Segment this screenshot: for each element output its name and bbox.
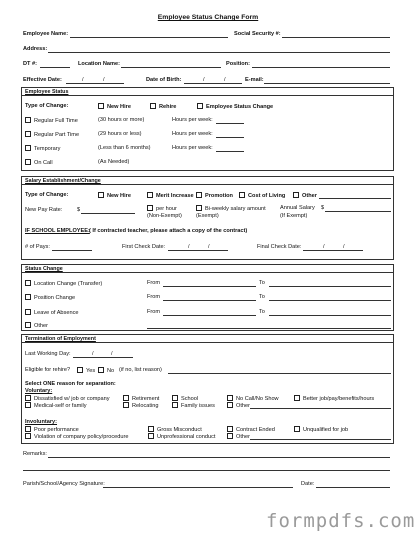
es-row-oncall[interactable]: On Call bbox=[25, 159, 53, 166]
salary-section: Salary Establishment/Change Type of Change: New Hire Merit Increase Promotion Cost of Living Other New Pay Rate: $ per hour (Non-Exempt) Bi-weekly salary amount (Exempt) Annual Salary $ (If Exempt) IF SCHOOL EMPLOYEE: ( If contracted teacher, please attach a copy of the contract) # of Pays: First Check Date: / / Final Check Date: / / bbox=[21, 176, 394, 260]
sal-type-label: Type of Change: bbox=[25, 192, 69, 198]
es-new-hire[interactable]: New Hire bbox=[98, 103, 131, 110]
involuntary-label: Involuntary: bbox=[25, 419, 58, 425]
es-row-pt-desc: (29 hours or less) bbox=[98, 131, 142, 137]
sal-new-hire[interactable]: New Hire bbox=[98, 192, 131, 199]
date-label: Date: bbox=[301, 481, 315, 487]
rehire-yes[interactable]: Yes bbox=[77, 367, 95, 374]
email-label: E-mail: bbox=[245, 77, 264, 83]
last-working-day-field[interactable] bbox=[73, 357, 133, 358]
employee-status-section bbox=[21, 87, 394, 171]
employee-status-header: Employee Status bbox=[25, 89, 69, 95]
sc-position-from[interactable] bbox=[163, 300, 256, 301]
invol-violation[interactable]: Violation of company policy/procedure bbox=[25, 433, 128, 440]
first-check-field[interactable] bbox=[168, 250, 228, 251]
sc-other-field[interactable] bbox=[147, 328, 391, 329]
last-working-day-label: Last Working Day: bbox=[25, 351, 71, 357]
final-check-field[interactable] bbox=[303, 250, 363, 251]
address-field[interactable] bbox=[48, 52, 390, 53]
es-type-label: Type of Change: bbox=[25, 103, 69, 109]
vol-no-call[interactable]: No Call/No Show bbox=[227, 395, 279, 402]
final-check-label: Final Check Date: bbox=[257, 244, 302, 250]
checkbox[interactable] bbox=[25, 309, 31, 315]
sc-leave-to[interactable] bbox=[269, 315, 391, 316]
num-pays-label: # of Pays: bbox=[25, 244, 50, 250]
signature-label: Parish/School/Agency Signature: bbox=[23, 481, 105, 487]
rehire-no[interactable]: No bbox=[98, 367, 114, 374]
remarks-field-1[interactable] bbox=[48, 457, 390, 458]
checkbox[interactable] bbox=[25, 131, 31, 137]
vol-relocating[interactable]: Relocating bbox=[123, 402, 158, 409]
effective-date-field[interactable] bbox=[66, 83, 124, 84]
vol-family[interactable]: Family issues bbox=[172, 402, 215, 409]
sal-merit[interactable]: Merit Increase bbox=[147, 192, 194, 199]
es-status-change[interactable]: Employee Status Change bbox=[197, 103, 273, 110]
checkbox[interactable] bbox=[147, 192, 153, 198]
checkbox[interactable] bbox=[227, 395, 233, 401]
checkbox[interactable] bbox=[25, 395, 31, 401]
location-name-label: Location Name: bbox=[78, 61, 120, 67]
sal-other-field[interactable] bbox=[319, 198, 391, 199]
remarks-field-2[interactable] bbox=[23, 470, 390, 471]
dob-label: Date of Birth: bbox=[146, 77, 182, 83]
position-label: Position: bbox=[226, 61, 250, 67]
vol-better-job[interactable]: Better job/pay/benefits/hours bbox=[294, 395, 374, 402]
invol-other[interactable]: Other bbox=[227, 433, 250, 440]
sc-location[interactable]: Location Change (Transfer) bbox=[25, 280, 102, 287]
school-employee-label: IF SCHOOL EMPLOYEE: bbox=[25, 228, 90, 234]
checkbox[interactable] bbox=[148, 426, 154, 432]
dt-label: DT #: bbox=[23, 61, 37, 67]
es-row-ft[interactable]: Regular Full Time bbox=[25, 117, 78, 124]
date-field[interactable] bbox=[316, 487, 390, 488]
salary-header: Salary Establishment/Change bbox=[25, 178, 101, 184]
termination-section: Termination of Employment Last Working Day: / / Eligible for rehire? Yes No (if no, list reason) Select ONE reason for separation: Voluntary: Dissatisfied w/ job or company Retirement School No Call/No Show Better job/pay/benefits/hours Medical-self or family Relocating Family issues Other Involuntary: Poor performance Gross Misconduct Contract Ended Unqualified for job Violation of company policy/procedure Unprofessional conduct Other bbox=[21, 334, 394, 444]
ssn-field[interactable] bbox=[282, 37, 390, 38]
es-row-ft-hours: Hours per week: bbox=[172, 117, 213, 123]
invol-poor-performance[interactable]: Poor performance bbox=[25, 426, 79, 433]
checkbox[interactable] bbox=[25, 145, 31, 151]
checkbox[interactable] bbox=[196, 192, 202, 198]
employee-name-label: Employee Name: bbox=[23, 31, 69, 37]
sc-location-from[interactable] bbox=[163, 286, 256, 287]
sc-leave[interactable]: Leave of Absence bbox=[25, 309, 78, 316]
sc-position[interactable]: Position Change bbox=[25, 294, 75, 301]
per-hour[interactable]: per hour bbox=[147, 205, 177, 212]
checkbox[interactable] bbox=[172, 395, 178, 401]
vol-other[interactable]: Other bbox=[227, 402, 250, 409]
first-check-label: First Check Date: bbox=[122, 244, 166, 250]
checkbox[interactable] bbox=[227, 426, 233, 432]
position-field[interactable] bbox=[252, 67, 390, 68]
num-pays-field[interactable] bbox=[52, 250, 92, 251]
checkbox[interactable] bbox=[25, 402, 31, 408]
checkbox[interactable] bbox=[197, 103, 203, 109]
form-title: Employee Status Change Form bbox=[157, 14, 259, 21]
checkbox[interactable] bbox=[25, 433, 31, 439]
sc-location-to[interactable] bbox=[269, 286, 391, 287]
vol-retirement[interactable]: Retirement bbox=[123, 395, 159, 402]
es-row-ft-desc: (30 hours or more) bbox=[98, 117, 145, 123]
termination-header: Termination of Employment bbox=[25, 336, 96, 342]
select-one-label: Select ONE reason for separation: bbox=[25, 381, 116, 387]
location-name-field[interactable] bbox=[121, 67, 221, 68]
school-employee-note: ( If contracted teacher, please attach a copy of the contract) bbox=[89, 228, 248, 234]
dob-field[interactable] bbox=[184, 83, 242, 84]
invol-contract-ended[interactable]: Contract Ended bbox=[227, 426, 275, 433]
email-field[interactable] bbox=[264, 83, 390, 84]
checkbox[interactable] bbox=[150, 103, 156, 109]
invol-unqualified[interactable]: Unqualified for job bbox=[294, 426, 348, 433]
annual-salary-field[interactable] bbox=[325, 211, 391, 212]
sal-other[interactable]: Other bbox=[293, 192, 317, 199]
invol-unprofessional[interactable]: Unprofessional conduct bbox=[148, 433, 215, 440]
checkbox[interactable] bbox=[172, 402, 178, 408]
checkbox[interactable] bbox=[25, 280, 31, 286]
checkbox[interactable] bbox=[196, 205, 202, 211]
es-row-temp-hours: Hours per week: bbox=[172, 145, 213, 151]
ssn-label: Social Security #: bbox=[234, 31, 281, 37]
rehire-reason-field[interactable] bbox=[168, 373, 391, 374]
checkbox[interactable] bbox=[294, 395, 300, 401]
vol-school[interactable]: School bbox=[172, 395, 198, 402]
rehire-label: Eligible for rehire? bbox=[25, 367, 71, 373]
sal-col[interactable]: Cost of Living bbox=[239, 192, 285, 199]
checkbox[interactable] bbox=[25, 426, 31, 432]
es-row-oncall-desc: (As Needed) bbox=[98, 159, 130, 165]
invol-other-field[interactable] bbox=[250, 439, 391, 440]
checkbox[interactable] bbox=[227, 402, 233, 408]
checkbox[interactable] bbox=[123, 402, 129, 408]
checkbox[interactable] bbox=[123, 395, 129, 401]
voluntary-label: Voluntary: bbox=[25, 388, 53, 394]
checkbox[interactable] bbox=[148, 433, 154, 439]
sc-position-to[interactable] bbox=[269, 300, 391, 301]
watermark: formpdfs.com bbox=[266, 510, 416, 532]
sal-promotion[interactable]: Promotion bbox=[196, 192, 233, 199]
invol-gross-misconduct[interactable]: Gross Misconduct bbox=[148, 426, 202, 433]
remarks-label: Remarks: bbox=[23, 451, 47, 457]
checkbox[interactable] bbox=[98, 367, 104, 373]
checkbox[interactable] bbox=[227, 433, 233, 439]
vol-dissatisfied[interactable]: Dissatisfied w/ job or company bbox=[25, 395, 110, 402]
checkbox[interactable] bbox=[77, 367, 83, 373]
es-row-pt-hours: Hours per week: bbox=[172, 131, 213, 137]
checkbox[interactable] bbox=[147, 205, 153, 211]
checkbox[interactable] bbox=[25, 117, 31, 123]
checkbox[interactable] bbox=[25, 322, 31, 328]
effective-date-label: Effective Date: bbox=[23, 77, 62, 83]
new-pay-rate-label: New Pay Rate: bbox=[25, 207, 63, 213]
status-change-section: Status Change Location Change (Transfer) From To Position Change From To Leave of Absence From To Other bbox=[21, 264, 394, 331]
es-row-temp-desc: (Less than 6 months) bbox=[98, 145, 151, 151]
status-change-header: Status Change bbox=[25, 266, 63, 272]
sc-other[interactable]: Other bbox=[25, 322, 48, 329]
address-label: Address: bbox=[23, 46, 48, 52]
es-row-pt-hours-field[interactable] bbox=[216, 137, 244, 138]
signature-field[interactable] bbox=[103, 487, 293, 488]
checkbox[interactable] bbox=[98, 192, 104, 198]
checkbox[interactable] bbox=[25, 159, 31, 165]
checkbox[interactable] bbox=[294, 426, 300, 432]
checkbox[interactable] bbox=[239, 192, 245, 198]
es-row-pt[interactable]: Regular Part Time bbox=[25, 131, 79, 138]
checkbox[interactable] bbox=[293, 192, 299, 198]
es-row-ft-hours-field[interactable] bbox=[216, 123, 244, 124]
employee-name-field[interactable] bbox=[70, 37, 228, 38]
vol-medical[interactable]: Medical-self or family bbox=[25, 402, 87, 409]
es-row-temp-hours-field[interactable] bbox=[216, 151, 244, 152]
checkbox[interactable] bbox=[98, 103, 104, 109]
es-rehire[interactable]: Rehire bbox=[150, 103, 176, 110]
es-row-temp[interactable]: Temporary bbox=[25, 145, 60, 152]
dt-field[interactable] bbox=[40, 67, 70, 68]
new-pay-rate-field[interactable] bbox=[81, 213, 135, 214]
sc-leave-from[interactable] bbox=[163, 315, 256, 316]
checkbox[interactable] bbox=[25, 294, 31, 300]
vol-other-field[interactable] bbox=[250, 408, 391, 409]
biweekly[interactable]: Bi-weekly salary amount bbox=[196, 205, 266, 212]
